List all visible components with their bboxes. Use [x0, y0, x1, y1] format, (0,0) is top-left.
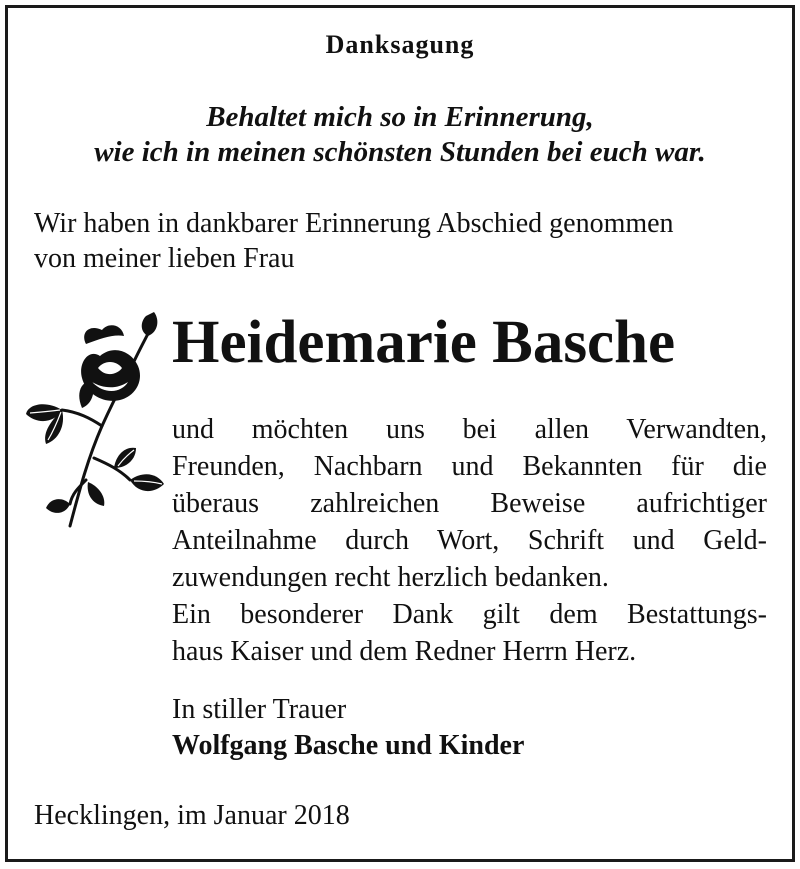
thanks-line: Anteilnahme durch Wort, Schrift und Geld-	[172, 525, 767, 556]
thanks-line: Freunden, Nachbarn und Bekannten für die	[172, 451, 767, 482]
place-date: Hecklingen, im Januar 2018	[34, 800, 350, 831]
thanks-line: Ein besonderer Dank gilt dem Bestattungs-	[172, 599, 767, 630]
mourners-names: Wolfgang Basche und Kinder	[172, 730, 525, 761]
motto	[0, 100, 800, 170]
thanks-line: zuwendungen recht herzlich bedanken.	[172, 562, 609, 593]
notice-heading: Danksagung	[325, 30, 475, 59]
intro-text	[34, 206, 774, 276]
motto-line: Behaltet mich so in Erinnerung,	[206, 101, 594, 133]
deceased-name: Heidemarie Basche	[172, 309, 676, 376]
thanks-text	[172, 411, 767, 670]
intro-line: von meiner lieben Frau	[34, 243, 295, 274]
thanks-line: haus Kaiser und dem Redner Herrn Herz.	[172, 636, 637, 667]
intro-line: Wir haben in dankbarer Erinnerung Abschied genommen	[34, 208, 674, 239]
closing-phrase: In stiller Trauer	[172, 694, 347, 725]
rose-icon	[22, 308, 172, 533]
thanks-line: überaus zahlreichen Beweise aufrichtiger	[172, 488, 767, 519]
signoff	[172, 692, 772, 764]
thanks-line: und möchten uns bei allen Verwandten,	[172, 414, 767, 445]
motto-line: wie ich in meinen schönsten Stunden bei euch war.	[94, 136, 706, 168]
